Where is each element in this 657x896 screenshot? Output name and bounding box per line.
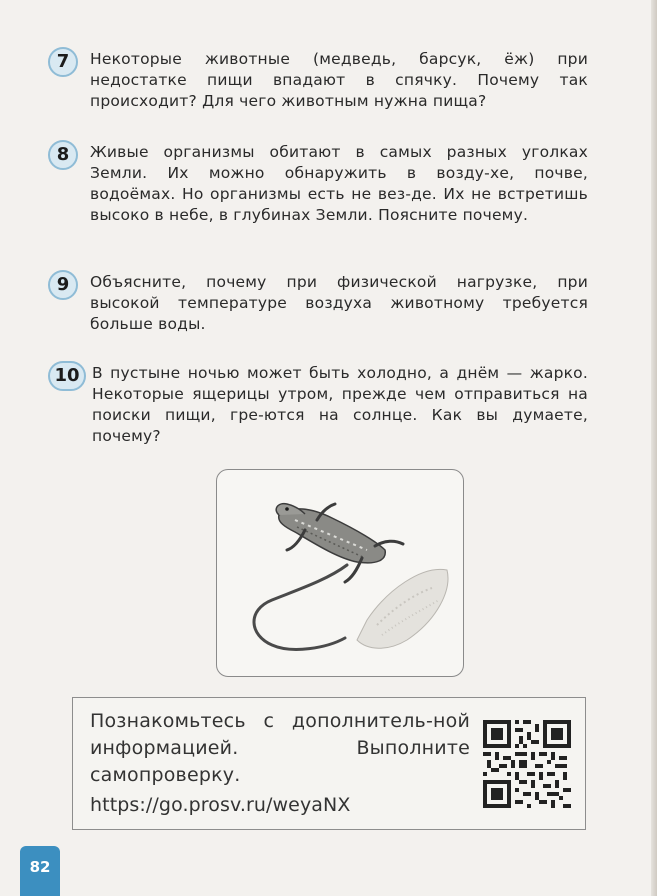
lizard-illustration xyxy=(216,469,464,677)
question-number-badge: 9 xyxy=(48,270,78,300)
question-number-badge: 8 xyxy=(48,140,78,170)
question-number-badge: 10 xyxy=(48,361,86,391)
qr-code-icon[interactable] xyxy=(483,720,571,808)
question-text: Некоторые животные (медведь, барсук, ёж) при недостатке пищи впадают в спячку. Почему так происходит? Для чего животным нужна пища? xyxy=(90,50,588,110)
page-number: 82 xyxy=(29,858,51,876)
question-text: Объясните, почему при физической нагрузке, при высокой температуре воздуха животному требуется больше воды. xyxy=(90,273,588,333)
page-number-tab xyxy=(20,846,60,896)
question-7 xyxy=(48,47,588,117)
question-text: Живые организмы обитают в самых разных уголках Земли. Их можно обнаружить в возду-хе, почве, водоёмах. Но организмы есть не вез-де. Их не встретишь высоко в небе, в глубинах Земли. Поясните почему. xyxy=(90,143,588,224)
info-text: Познакомьтесь с дополнитель-ной информацией. Выполните самопроверку. xyxy=(90,710,470,786)
question-10 xyxy=(48,361,588,451)
question-number-badge: 7 xyxy=(48,47,78,77)
question-9 xyxy=(48,270,588,340)
info-box xyxy=(72,697,586,830)
lizard-drawing xyxy=(217,470,463,676)
page-edge xyxy=(651,0,657,896)
info-link[interactable]: https://go.prosv.ru/weyaNX xyxy=(90,794,351,816)
question-text: В пустыне ночью может быть холодно, а днём — жарко. Некоторые ящерицы утром, прежде чем отправиться на поиски пищи, гре-ются на солнце. Как вы думаете, почему? xyxy=(92,364,588,445)
question-8 xyxy=(48,140,588,250)
